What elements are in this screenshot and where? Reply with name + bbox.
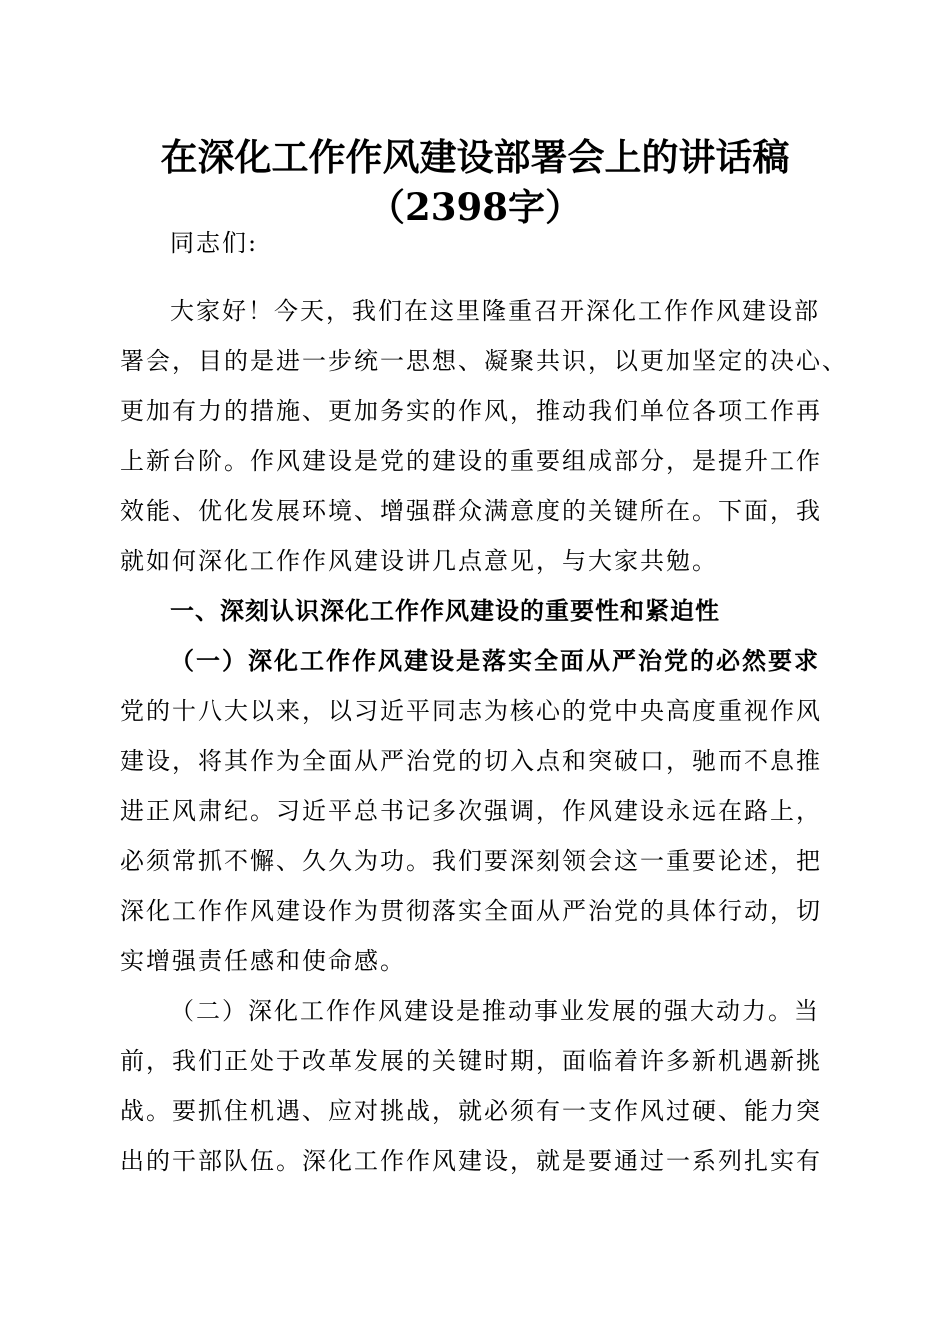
greeting: 同志们: <box>170 229 259 257</box>
subsection-heading: （一）深化工作作风建设是落实全面从严治党的必然要求 <box>170 646 820 675</box>
paragraph-line: 必须常抓不懈、久久为功。我们要深刻领会这一重要论述，把 <box>120 847 822 875</box>
paragraph-line: 出的干部队伍。深化工作作风建设，就是要通过一系列扎实有 <box>120 1147 822 1175</box>
section-heading: 一、深刻认识深化工作作风建设的重要性和紧迫性 <box>170 597 720 625</box>
paragraph-line: 深化工作作风建设作为贯彻落实全面从严治党的具体行动，切 <box>120 897 822 925</box>
paragraph-line: 署会，目的是进一步统一思想、凝聚共识，以更加坚定的决心、 <box>120 347 848 375</box>
document-title: 在深化工作作风建设部署会上的讲话稿（2398字） <box>160 135 790 229</box>
paragraph-line: 进正风肃纪。习近平总书记多次强调，作风建设永远在路上， <box>120 797 822 825</box>
paragraph-line: 更加有力的措施、更加务实的作风，推动我们单位各项工作再 <box>120 397 822 425</box>
paragraph-line: 实增强责任感和使命感。 <box>120 947 406 975</box>
paragraph-line: 就如何深化工作作风建设讲几点意见，与大家共勉。 <box>120 547 718 575</box>
paragraph-line: 上新台阶。作风建设是党的建设的重要组成部分，是提升工作 <box>120 447 822 475</box>
paragraph-line: 前，我们正处于改革发展的关键时期，面临着许多新机遇新挑 <box>120 1047 822 1075</box>
paragraph-line: 党的十八大以来，以习近平同志为核心的党中央高度重视作风 <box>120 697 822 725</box>
paragraph-line: 效能、优化发展环境、增强群众满意度的关键所在。下面，我 <box>120 497 822 525</box>
paragraph-line: 战。要抓住机遇、应对挑战，就必须有一支作风过硬、能力突 <box>120 1097 822 1125</box>
paragraph-line: 大家好！今天，我们在这里隆重召开深化工作作风建设部 <box>170 297 820 325</box>
paragraph-line: 建设，将其作为全面从严治党的切入点和突破口，驰而不息推 <box>120 747 822 775</box>
subsection-paragraph-line: （二）深化工作作风建设是推动事业发展的强大动力。当 <box>170 997 820 1025</box>
